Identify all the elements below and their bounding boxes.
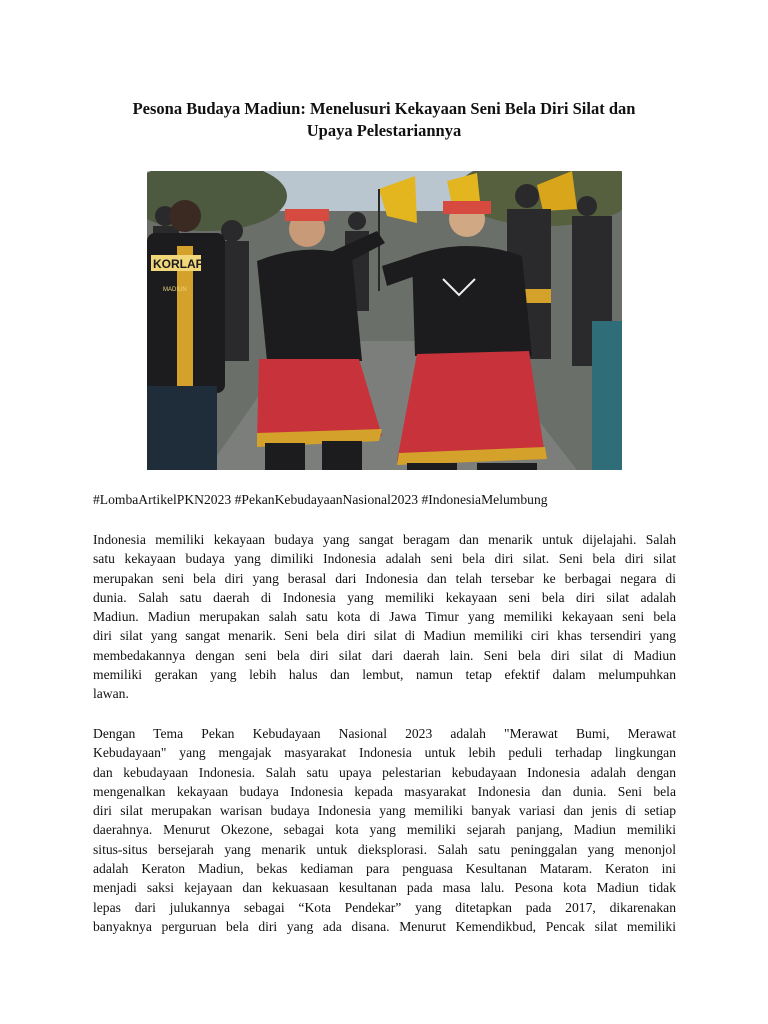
text-line: Indonesia memiliki kekayaan budaya yang sangat beragam dan menarik untuk dijelajahi. Salah xyxy=(93,532,676,547)
spectator-korlap xyxy=(147,200,225,470)
silat-performers-photo xyxy=(147,171,622,470)
text-line: memiliki gerakan yang lebih halus dan lembut, namun tetap efektif dalam melumpuhkan xyxy=(93,667,676,683)
hashtags-line: #LombaArtikelPKN2023 #PekanKebudayaanNasional2023 #IndonesiaMelumbung xyxy=(93,492,548,507)
text-line: merupakan seni bela diri yang berasal dari Indonesia dan telah tersebar ke berbagai negara di xyxy=(93,570,676,586)
text-line: Madiun. Madiun merupakan salah satu kota di Jawa Timur yang memiliki kekayaan seni bela xyxy=(93,609,676,625)
paragraph-1 xyxy=(93,530,676,704)
text-line: dan kebudayaan Indonesia. Salah satu upaya pelestarian kebudayaan Indonesia adalah dengan xyxy=(93,764,676,780)
text-line: menjadi saksi kejayaan dan kekuasaan kesultanan pada masa lalu. Pesona kota Madiun tidak xyxy=(93,880,676,896)
article-title xyxy=(96,98,672,142)
text-line: banyaknya perguruan bela diri yang ada disana. Menurut Kemendikbud, Pencak silat memiliki xyxy=(93,918,676,934)
banner-text: KORLAP xyxy=(153,257,204,271)
text-line: lawan. xyxy=(93,686,129,702)
text-line: dunia. Salah satu daerah di Indonesia yang memiliki kekayaan seni bela diri silat adalah xyxy=(93,589,676,605)
title-line: Upaya Pelestariannya xyxy=(306,121,462,141)
text-line: daerahnya. Menurut Okezone, sebagai kota yang memiliki sejarah panjang, Madiun memiliki xyxy=(93,822,676,838)
text-line: situs-situs bersejarah yang menarik untuk dieksplorasi. Salah satu peninggalan yang menonjol xyxy=(93,841,676,857)
text-line: diri silat yang sangat menarik. Seni bela diri silat di Madiun memiliki ciri khas tersendiri yang xyxy=(93,628,676,644)
text-line: membedakannya dengan seni bela diri silat dari daerah lain. Seni bela diri silat di Madiun xyxy=(93,647,676,663)
text-line: Dengan Tema Pekan Kebudayaan Nasional 2023 adalah "Merawat Bumi, Merawat xyxy=(93,726,676,741)
photo-illustration xyxy=(147,171,622,470)
text-line: mengenalkan kekayaan budaya Indonesia kepada masyarakat Indonesia dan dunia. Seni bela xyxy=(93,783,676,799)
paragraph-2 xyxy=(93,724,676,936)
text-line: Kebudayaan" yang mengajak masyarakat Indonesia untuk lebih peduli terhadap lingkungan xyxy=(93,745,676,761)
banner-subtext: MADIUN xyxy=(163,287,187,293)
text-line: adalah Keraton Madiun, bekas kediaman para penguasa Kesultanan Mataram. Keraton ini xyxy=(93,861,676,877)
text-line: lepas dari julukannya sebagai “Kota Pendekar” yang ditetapkan pada 2017, dikarenakan xyxy=(93,899,676,915)
text-line: diri silat merupakan warisan budaya Indonesia yang memiliki banyak variasi dan jenis di setiap xyxy=(93,803,676,819)
text-line: satu kekayaan budaya yang dimiliki Indonesia adalah seni bela diri silat. Seni bela diri silat xyxy=(93,551,676,567)
title-line: Pesona Budaya Madiun: Menelusuri Kekayaan Seni Bela Diri Silat dan xyxy=(132,99,636,119)
